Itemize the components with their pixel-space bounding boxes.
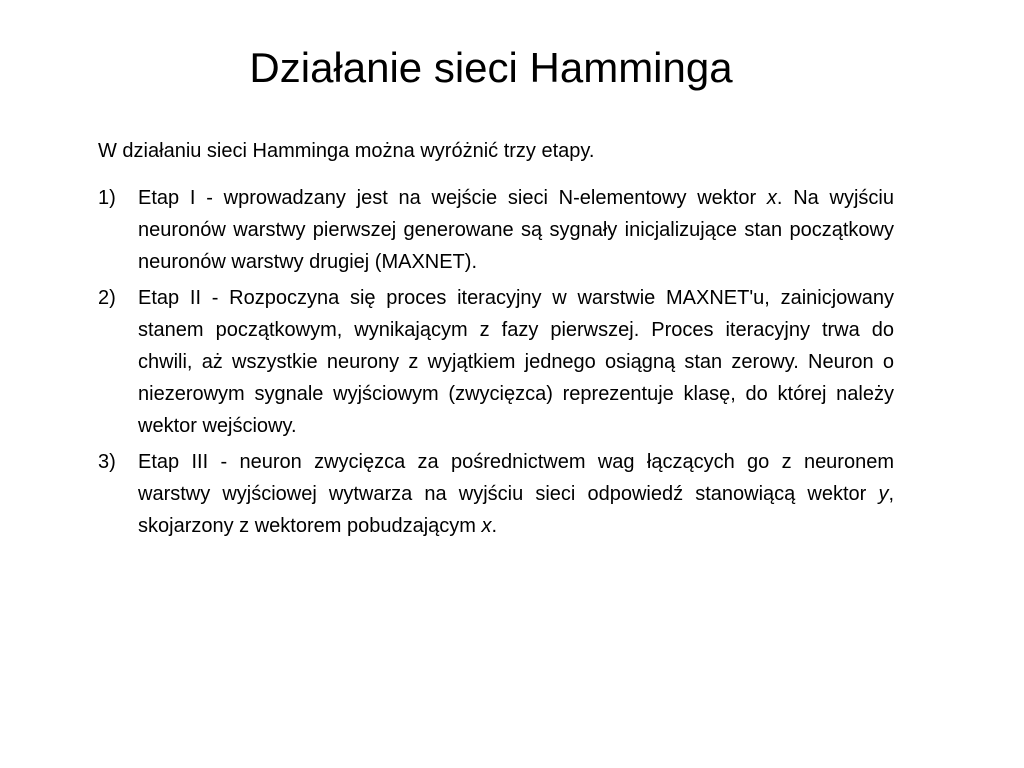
- list-item-text: [138, 451, 894, 537]
- list-item-number: 2): [98, 287, 116, 309]
- step-text-part: . Na wyjściu neuronów warstwy pierwszej generowane są sygnały inicjalizujące stan początkowy neuronów warstwy drugiej (MAXNET).: [138, 187, 894, 273]
- step-text-part: Etap I - wprowadzany jest na wejście sieci N-elementowy wektor: [138, 187, 767, 209]
- intro-text: W działaniu sieci Hamminga można wyróżnić trzy etapy.: [98, 140, 595, 162]
- list-item: [98, 182, 894, 278]
- vector-variable: x: [481, 515, 492, 537]
- list-item: [98, 282, 894, 442]
- vector-variable: y: [878, 483, 889, 505]
- list-item: [98, 446, 894, 542]
- list-item-number: 1): [98, 187, 116, 209]
- step-text-part: , skojarzony z wektorem pobudzającym: [138, 483, 894, 537]
- steps-list: [98, 182, 894, 546]
- step-text-part: .: [491, 515, 498, 537]
- vector-variable: x: [766, 187, 777, 209]
- slide-title: Działanie sieci Hamminga: [249, 44, 733, 91]
- list-item-text: [138, 187, 894, 273]
- list-item-text: Etap II - Rozpoczyna się proces iteracyjny w warstwie MAXNET'u, zainicjowany stanem początkowym, wynikającym z fazy pierwszej. Proces iteracyjny trwa do chwili, aż wszystkie neurony z wyjątkiem jednego osiągną stan zerowy. Neuron o niezerowym sygnale wyjściowym (zwycięzca) reprezentuje klasę, do której należy wektor wejściowy.: [138, 287, 894, 437]
- step-text-part: Etap III - neuron zwycięzca za pośrednictwem wag łączących go z neuronem warstwy wyjściowej wytwarza na wyjściu sieci odpowiedź stanowiącą wektor: [138, 451, 894, 505]
- list-item-number: 3): [98, 451, 116, 473]
